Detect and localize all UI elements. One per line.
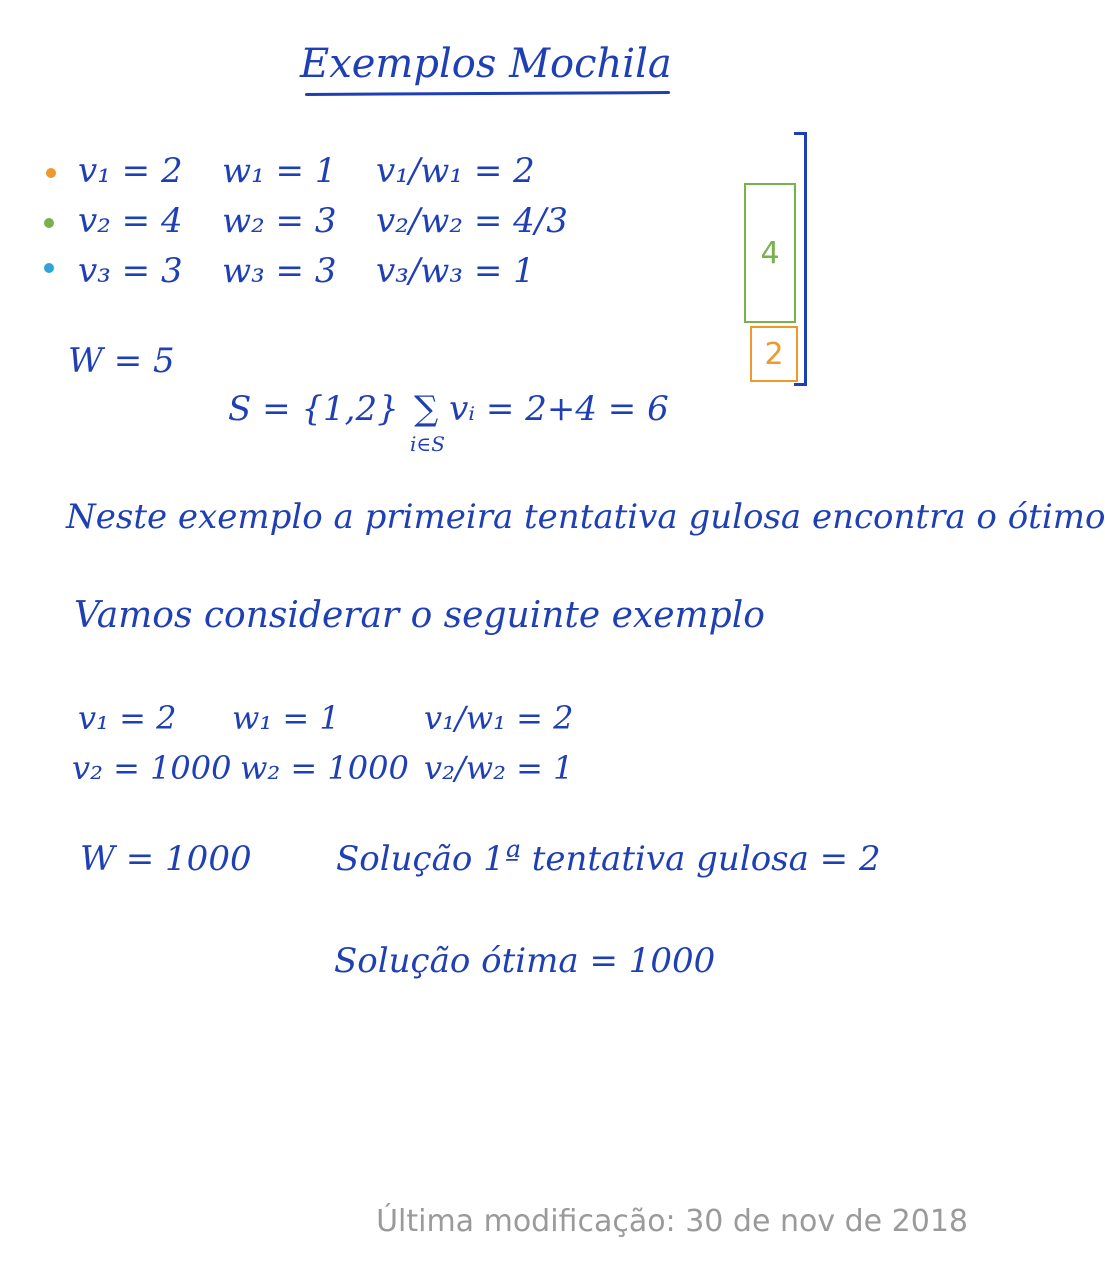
ex1-item3-weight: w₃ = 3 <box>222 251 337 291</box>
note-consider-example: Vamos considerar o seguinte exemplo <box>74 595 765 636</box>
item3-bullet <box>44 263 54 273</box>
knapsack-item-upper-label: 4 <box>760 235 780 271</box>
ex1-capacity: W = 5 <box>68 341 175 381</box>
ex1-item2-weight: w₂ = 3 <box>222 201 337 241</box>
title-underline <box>305 91 670 96</box>
ex2-item2-ratio: v₂/w₂ = 1 <box>424 749 574 787</box>
ex1-solution-set: S = {1,2} <box>228 389 399 429</box>
knapsack-item-lower <box>750 326 798 382</box>
note-greedy-finds-optimal: Neste exemplo a primeira tentativa gulosa encontra o ótimo <box>66 497 1105 537</box>
ex2-item1-value: v₁ = 2 <box>78 699 177 737</box>
ex1-item2-ratio: v₂/w₂ = 4/3 <box>376 201 568 241</box>
ex2-optimal-solution: Solução ótima = 1000 <box>334 941 716 981</box>
ex2-item1-ratio: v₁/w₁ = 2 <box>424 699 574 737</box>
ex2-item1-weight: w₁ = 1 <box>232 699 340 737</box>
ex1-item2-value: v₂ = 4 <box>78 201 183 241</box>
ex2-greedy-solution: Solução 1ª tentativa gulosa = 2 <box>336 839 881 879</box>
last-modified-footer: Última modificação: 30 de nov de 2018 <box>376 1204 968 1239</box>
ex1-item3-ratio: v₃/w₃ = 1 <box>376 251 535 291</box>
ex1-sum-subscript: i∈S <box>410 432 445 456</box>
ex1-item1-weight: w₁ = 1 <box>222 151 337 191</box>
knapsack-item-lower-label: 2 <box>764 336 784 372</box>
ex1-item1-ratio: v₁/w₁ = 2 <box>376 151 535 191</box>
ex1-sum-expression: ∑ vᵢ = 2+4 = 6 <box>414 389 669 429</box>
ex1-item1-value: v₁ = 2 <box>78 151 183 191</box>
page-title: Exemplos Mochila <box>300 41 672 87</box>
ex2-capacity: W = 1000 <box>80 839 252 879</box>
item2-bullet <box>44 218 54 228</box>
ex2-item2-value: v₂ = 1000 <box>72 749 232 787</box>
ex2-item2-weight: w₂ = 1000 <box>240 749 409 787</box>
knapsack-item-upper <box>744 183 796 323</box>
ex1-item3-value: v₃ = 3 <box>78 251 183 291</box>
item1-bullet <box>46 168 56 178</box>
